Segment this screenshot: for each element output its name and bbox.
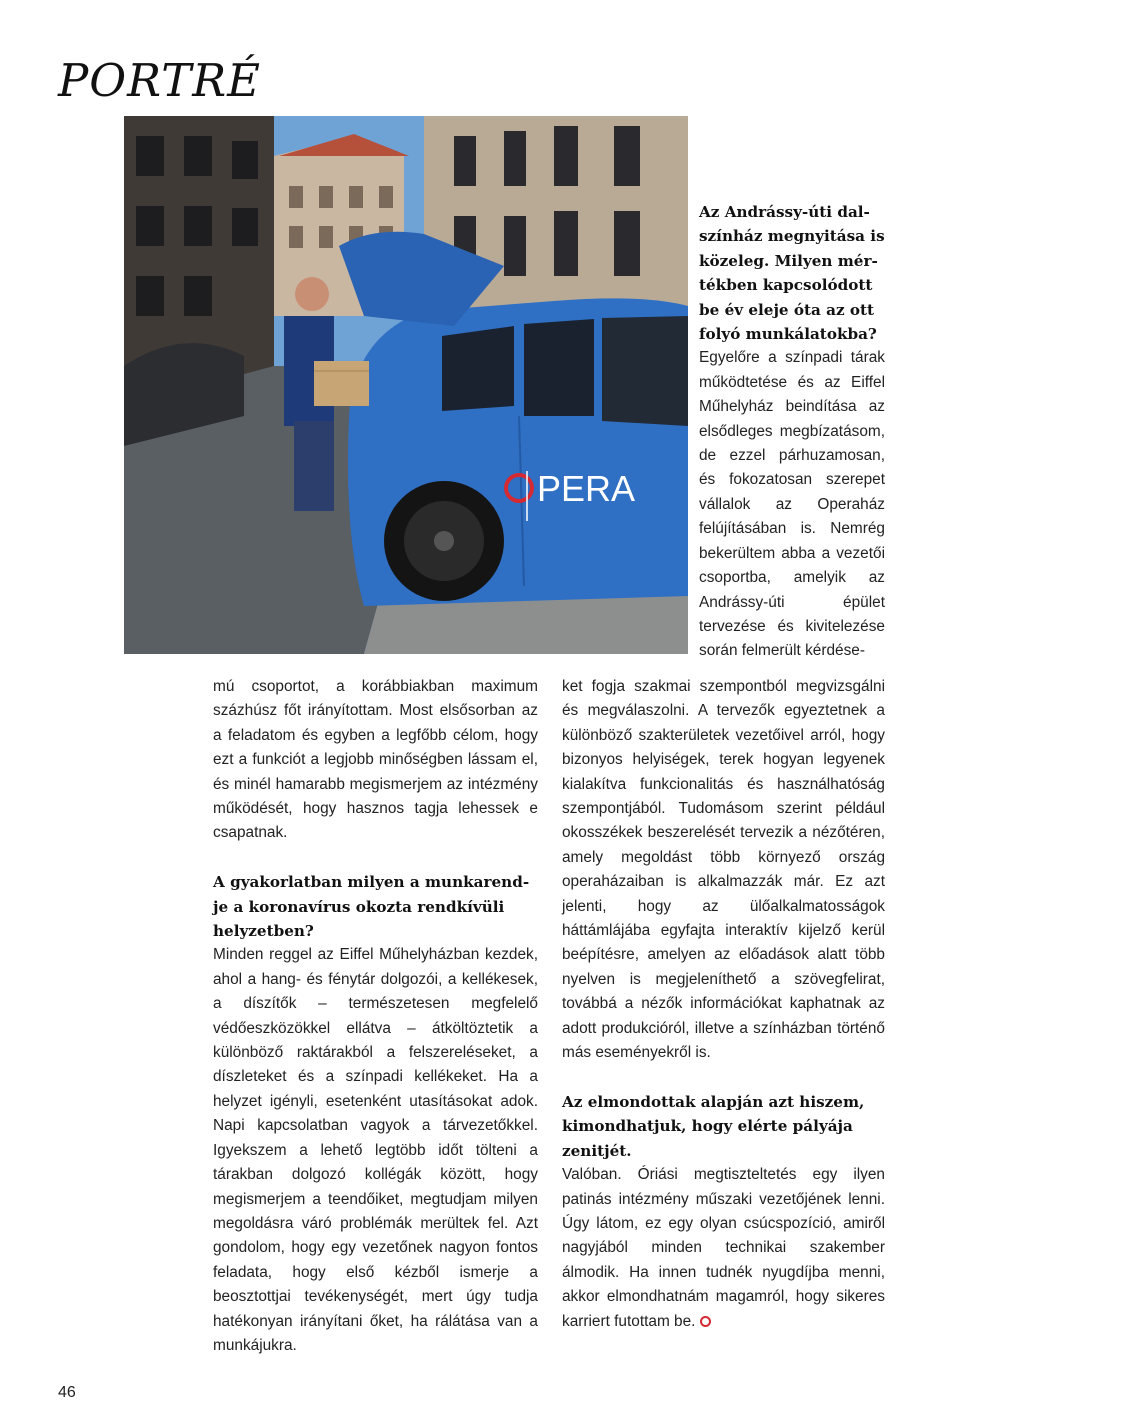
page-number: 46 [58,1384,76,1401]
car-logo-text: PERA [537,468,636,509]
photo-illustration [124,116,688,654]
end-mark-icon [700,1316,711,1327]
column-left [213,675,538,1358]
section-title: PORTRÉ [58,54,262,107]
continuation-paragraph: ket fogja szakmai szempontból megvizsgálni és megválaszolni. A tervezők egyeztetnek a különböző szakterületek vezetőivel arról, hogy bizonyos helyiségek, terek hogyan legyenek kialakítva funkcionalitás és használhatóság szempontjából. Tudomásom szerint például okosszékek beszerelését tervezik a nézőtéren, amely megoldást több környező ország operaházaiban is alkalmazzák már. Ez azt jelenti, hogy az ülőalkalmatosságok háttámlájába egyfajta interaktív kijelző kerül beépítésre, amelyen az előadások alatt több nyelven is megjeleníthető a szövegfelirat, továbbá a nézők információkat kaphatnak az adott produkcióról, illetve a színházban történő más eseményekről is. [562,678,885,1062]
article-photo [124,116,688,654]
answer-work-schedule: Minden reggel az Eiffel Műhelyházban kezdek, ahol a hang- és fénytár dolgozói, a kellékesek, a díszítők – természetesen megfelelő védőeszközökkel ellátva – átköltöztetik a különböző raktárakból a felszereléseket, a díszleteket és a színpadi kellékeket. Ha a helyzet igényli, esetenként utasításokat adok. Napi kapcsolatban vagyok a tárvezetőkkel. Igyekszem a lehető legtöbb időt tölteni a tárakban dolgozó kollégák között, hogy megismerjem a teendőiket, megtudjam milyen megoldásra váró problémák merültek fel. Azt gondolom, hogy egy vezetőnek nagyon fontos feladata, hogy első kézből ismerje a beosztottjai tevékenységét, mert úgy tudja hatékonyan irányítani őket, ha rálátása van a munkájukra. [213,946,538,1354]
answer-andrassy: Egyelőre a színpadi tárak működtetése és az Eiffel Műhelyház beindítása az elsődleges megbízatásom, de ezzel párhuzamosan, és fokozatosan szerepet vállalok az Operaház felújításában is. Nemrég bekerültem abba a vezetői csoportba, amelyik az Andrássy-úti épület tervezése és kivitelezése során felmerült kérdése- [699,349,885,660]
column-middle [562,675,885,1334]
column-right-top [699,200,885,664]
question-andrassy: Az Andrássy-úti dal- színház megnyitása is közeleg. Milyen mér- tékben kapcsolódott be év eleje óta az ott folyó munkálatokba? [699,203,885,344]
answer-career-text: Valóban. Óriási megtiszteltetés egy ilyen patinás intézmény műszaki vezetőjének lenni. Úgy látom, ez egy olyan csúcspozíció, amiről nagyjából minden technikai szakember álmodik. Ha innen tudnék nyugdíjba menni, akkor elmondhatnám magamról, hogy sikeres karriert futottam be. [562,1166,885,1330]
intro-paragraph: mú csoportot, a korábbiakban maximum százhúsz főt irányítottam. Most elsősorban az a feladatom és egyben a legfőbb célom, hogy ezt a funkciót a legjobb minőségben lássam el, és minél hamarabb megismerjem az intézmény működését, hogy hasznos tagja lehessek e csapatnak. [213,678,538,842]
answer-career [562,1163,885,1334]
question-work-schedule: A gyakorlatban milyen a munkarend- je a koronavírus okozta rendkívüli helyzetben? [213,873,530,941]
question-career: Az elmondottak alapján azt hiszem, kimondhatjuk, hogy elérte pályája zenitjét. [562,1092,865,1160]
